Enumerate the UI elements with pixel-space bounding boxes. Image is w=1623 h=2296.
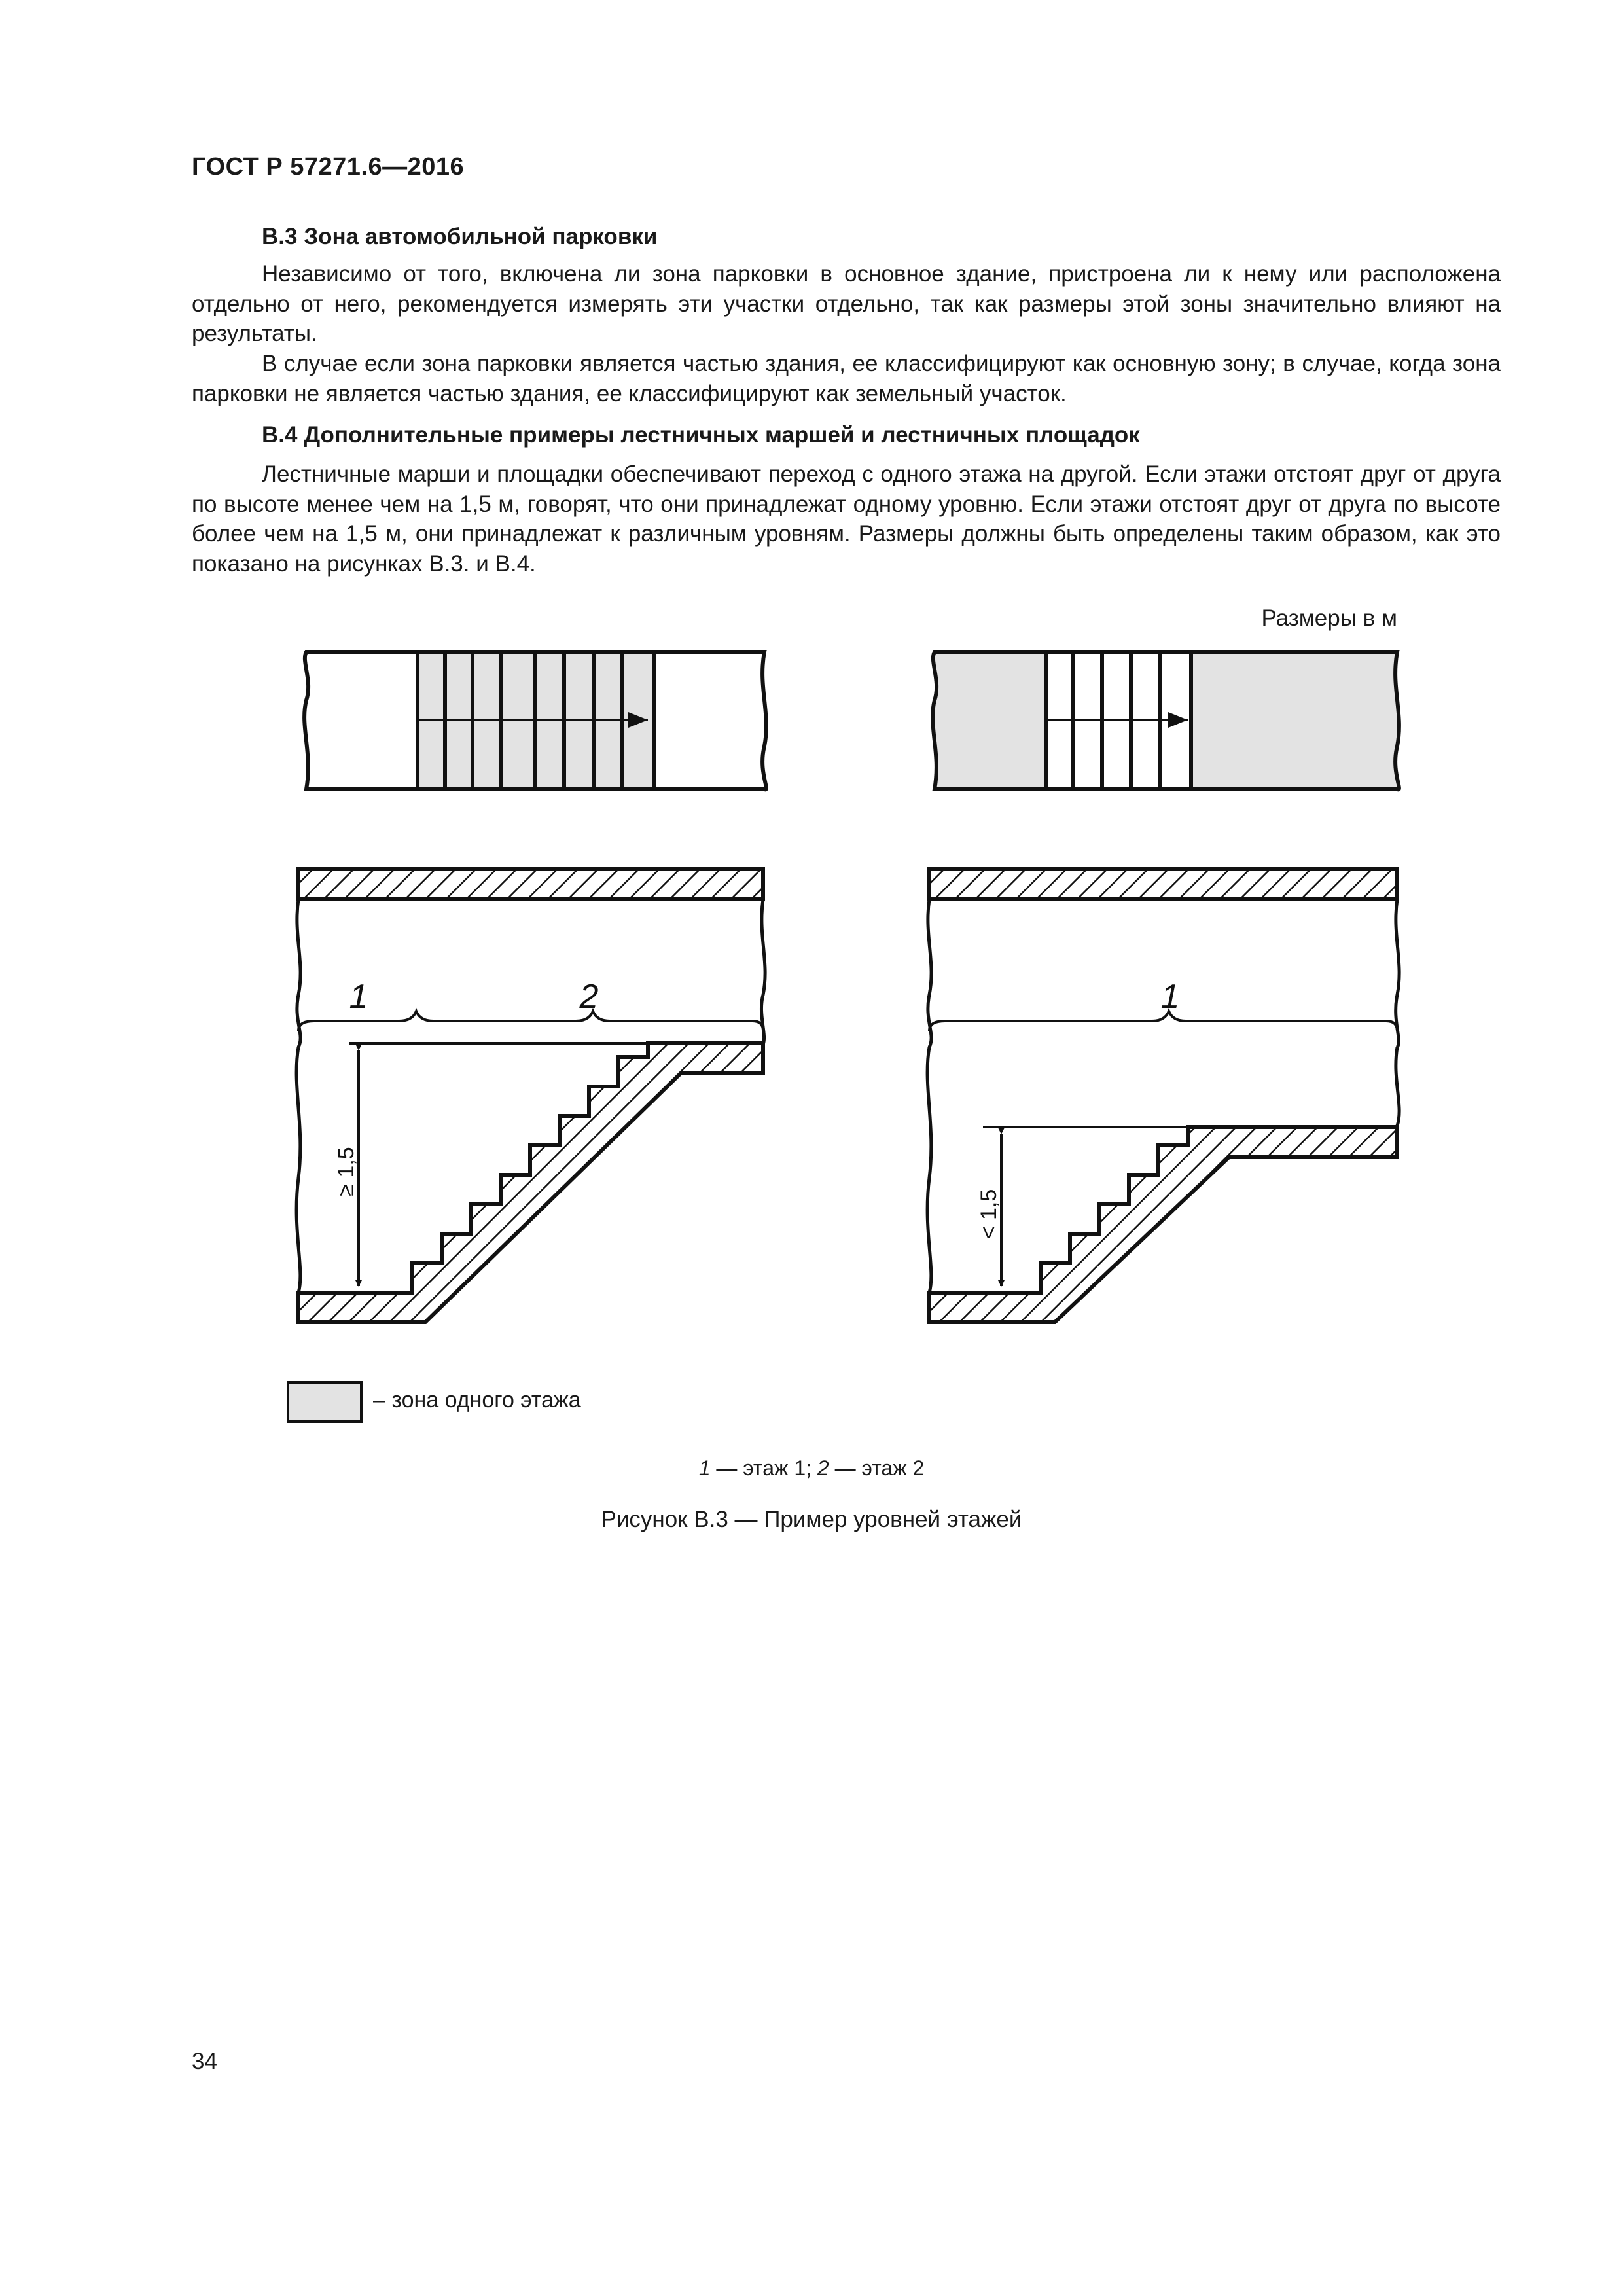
section-heading-b4: В.4 Дополнительные примеры лестничных маршей и лестничных площадок xyxy=(262,422,1140,448)
section-view-left xyxy=(296,869,765,1322)
section-right-dimension: < 1,5 xyxy=(976,1189,1001,1240)
plan-view-right xyxy=(933,652,1399,789)
paragraph-b3-1: Независимо от того, включена ли зона парковки в основное здание, пристроена ли к нему или расположена отдельно от него, рекомендуется измерять эти участки отдельно, так как размеры этой зоны значительно влияют на результаты. xyxy=(192,261,1501,346)
legend-swatch xyxy=(288,1382,361,1422)
section-left-label-2: 2 xyxy=(579,978,599,1016)
section-left-label-1: 1 xyxy=(349,978,368,1016)
section-left-dimension: ≥ 1,5 xyxy=(334,1147,359,1196)
document-header: ГОСТ Р 57271.6—2016 xyxy=(192,153,465,181)
section-right-label-1: 1 xyxy=(1160,978,1180,1016)
figure-key xyxy=(0,1456,1623,1480)
legend-label: – зона одного этажа xyxy=(373,1388,581,1412)
figure-caption: Рисунок В.3 — Пример уровней этажей xyxy=(601,1507,1022,1532)
plan-view-left xyxy=(304,652,766,789)
section-view-right xyxy=(927,869,1399,1322)
key-text-1: — этаж 1; xyxy=(710,1456,817,1480)
units-note: Размеры в м xyxy=(1261,605,1397,631)
page-number: 34 xyxy=(192,2049,217,2074)
key-text-2: — этаж 2 xyxy=(829,1456,925,1480)
paragraph-b4-1: Лестничные марши и площадки обеспечивают переход с одного этажа на другой. Если этажи отстоят друг от друга по высоте менее чем на 1,5 м, говорят, что они принадлежат одному уровню. Если этажи отстоят друг от друга по высоте более чем на 1,5 м, они принадлежат к различным уровням. Размеры должны быть определены таким образом, как это показано на рисунках В.3. и В.4. xyxy=(192,461,1501,577)
section-heading-b3: В.3 Зона автомобильной парковки xyxy=(262,224,658,249)
key-number-1: 1 xyxy=(698,1456,711,1480)
paragraph-b3-2: В случае если зона парковки является частью здания, ее классифицируют как основную зону; в случае, когда зона парковки не является частью здания, ее классифицируют как земельный участок. xyxy=(192,351,1501,406)
key-number-2: 2 xyxy=(817,1456,829,1480)
